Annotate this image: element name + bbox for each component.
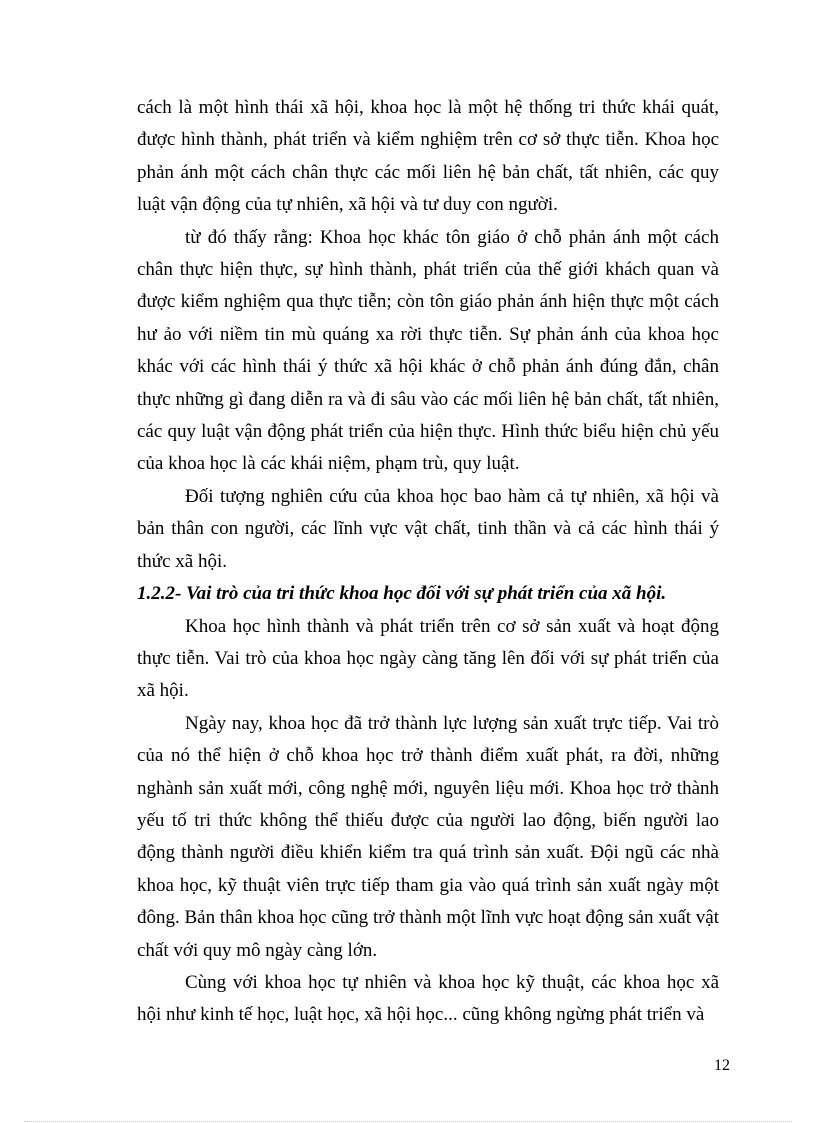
section-heading: 1.2.2- Vai trò của tri thức khoa học đối với sự phát triển của xã hội. [137, 583, 667, 605]
page-edge-divider [24, 1121, 792, 1122]
paragraph: Cùng với khoa học tự nhiên và khoa học kỹ thuật, các khoa học xã hội như kinh tế học, luật học, xã hội học... cũng không ngừng phát triển và [137, 971, 719, 1026]
paragraph-continuation: cách là một hình thái xã hội, khoa học là một hệ thống tri thức khái quát, được hình thành, phát triển và kiểm nghiệm trên cơ sở thực tiễn. Khoa học phản ánh một cách chân thực các mối liên hệ bản chất, tất nhiên, các quy luật vận động của tự nhiên, xã hội và tư duy con người. [137, 97, 719, 216]
body-text [137, 92, 719, 1032]
paragraph: từ đó thấy rằng: Khoa học khác tôn giáo ở chỗ phản ánh một cách chân thực hiện thực, sự hình thành, phát triển của thế giới khách quan và được kiểm nghiệm qua thực tiễn; còn tôn giáo phản ánh hiện thực một cách hư ảo với niềm tin mù quáng xa rời thực tiễn. Sự phản ánh của khoa học khác với các hình thái ý thức xã hội khác ở chỗ phản ánh đúng đắn, chân thực những gì đang diễn ra và đi sâu vào các mối liên hệ bản chất, tất nhiên, các quy luật vận động phát triển của hiện thực. Hình thức biểu hiện chủ yếu của khoa học là các khái niệm, phạm trù, quy luật. [137, 226, 719, 475]
paragraph: Đối tượng nghiên cứu của khoa học bao hàm cả tự nhiên, xã hội và bản thân con người, các lĩnh vực vật chất, tinh thần và cả các hình thái ý thức xã hội. [137, 485, 719, 572]
paragraph: Ngày nay, khoa học đã trở thành lực lượng sản xuất trực tiếp. Vai trò của nó thể hiện ở chỗ khoa học trở thành điểm xuất phát, ra đời, những nghành sản xuất mới, công nghệ mới, nguyên liệu mới. Khoa học trở thành yếu tố tri thức không thể thiếu được của người lao động, biến người lao động thành người điều khiển kiểm tra quá trình sản xuất. Đội ngũ các nhà khoa học, kỹ thuật viên trực tiếp tham gia vào quá trình sản xuất ngày một đông. Bản thân khoa học cũng trở thành một lĩnh vực hoạt động sản xuất vật chất với quy mô ngày càng lớn. [137, 712, 719, 961]
page-number: 12 [714, 1057, 730, 1074]
paragraph: Khoa học hình thành và phát triển trên cơ sở sản xuất và hoạt động thực tiễn. Vai trò của khoa học ngày càng tăng lên đối với sự phát triển của xã hội. [137, 615, 719, 702]
